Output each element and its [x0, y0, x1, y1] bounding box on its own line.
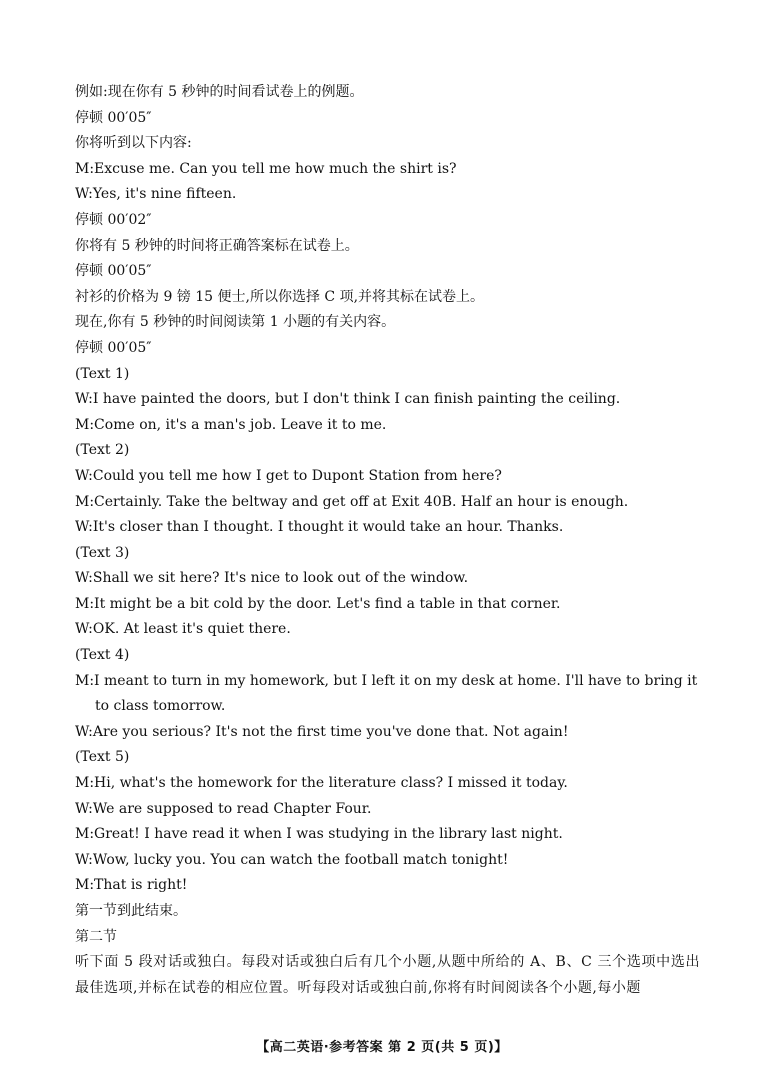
dialogue-line: W:We are supposed to read Chapter Four. — [75, 800, 372, 817]
pause-line: 停顿 00′05″ — [75, 109, 152, 126]
pause-line: 停顿 00′02″ — [75, 211, 152, 228]
dialogue-line: W:Could you tell me how I get to Dupont Station from here? — [75, 467, 502, 484]
instruction-paragraph: 听下面 5 段对话或独白。每段对话或独白后有几个小题,从题中所给的 A、B、C 三个选项中选出最佳选项,并标在试卷的相应位置。听每段对话或独白前,你将有时间阅读各个小题,每小题 — [75, 954, 700, 996]
text-heading: (Text 5) — [75, 749, 130, 766]
dialogue-line: M:Great! I have read it when I was studying in the library last night. — [75, 826, 563, 843]
dialogue-line: W:Yes, it's nine fifteen. — [75, 186, 237, 203]
text-line: 现在,你有 5 秒钟的时间阅读第 1 小题的有关内容。 — [75, 314, 396, 331]
dialogue-line: M:Come on, it's a man's job. Leave it to me. — [75, 416, 387, 433]
document-body — [75, 80, 700, 1001]
section-heading: 第二节 — [75, 928, 117, 945]
dialogue-line: M:I meant to turn in my homework, but I left it on my desk at home. I'll have to bring it to class tomorrow. — [75, 672, 698, 715]
dialogue-line: W:Are you serious? It's not the first time you've done that. Not again! — [75, 723, 569, 740]
pause-line: 停顿 00′05″ — [75, 339, 152, 356]
dialogue-line: M:Excuse me. Can you tell me how much the shirt is? — [75, 160, 457, 177]
text-heading: (Text 3) — [75, 544, 130, 561]
page-footer: 【高二英语·参考答案 第 2 页(共 5 页)】 — [256, 1040, 508, 1055]
text-heading: (Text 4) — [75, 647, 130, 664]
dialogue-line: M:That is right! — [75, 877, 188, 894]
dialogue-line: W:Wow, lucky you. You can watch the football match tonight! — [75, 851, 509, 868]
pause-line: 停顿 00′05″ — [75, 263, 152, 280]
text-line: 衬衫的价格为 9 镑 15 便士,所以你选择 C 项,并将其标在试卷上。 — [75, 288, 485, 305]
dialogue-line: M:Certainly. Take the beltway and get off at Exit 40B. Half an hour is enough. — [75, 493, 629, 510]
dialogue-line: M:Hi, what's the homework for the literature class? I missed it today. — [75, 775, 568, 792]
dialogue-line: W:OK. At least it's quiet there. — [75, 621, 291, 638]
dialogue-line: W:I have painted the doors, but I don't think I can finish painting the ceiling. — [75, 391, 621, 408]
text-heading: (Text 1) — [75, 365, 130, 382]
text-heading: (Text 2) — [75, 442, 130, 459]
dialogue-line: W:Shall we sit here? It's nice to look out of the window. — [75, 570, 469, 587]
text-line: 例如:现在你有 5 秒钟的时间看试卷上的例题。 — [75, 84, 364, 100]
dialogue-line: M:It might be a bit cold by the door. Let's find a table in that corner. — [75, 595, 561, 612]
text-line: 你将有 5 秒钟的时间将正确答案标在试卷上。 — [75, 237, 359, 254]
text-line: 你将听到以下内容: — [75, 135, 192, 152]
dialogue-line: W:It's closer than I thought. I thought it would take an hour. Thanks. — [75, 519, 564, 536]
section-end-line: 第一节到此结束。 — [75, 903, 187, 919]
